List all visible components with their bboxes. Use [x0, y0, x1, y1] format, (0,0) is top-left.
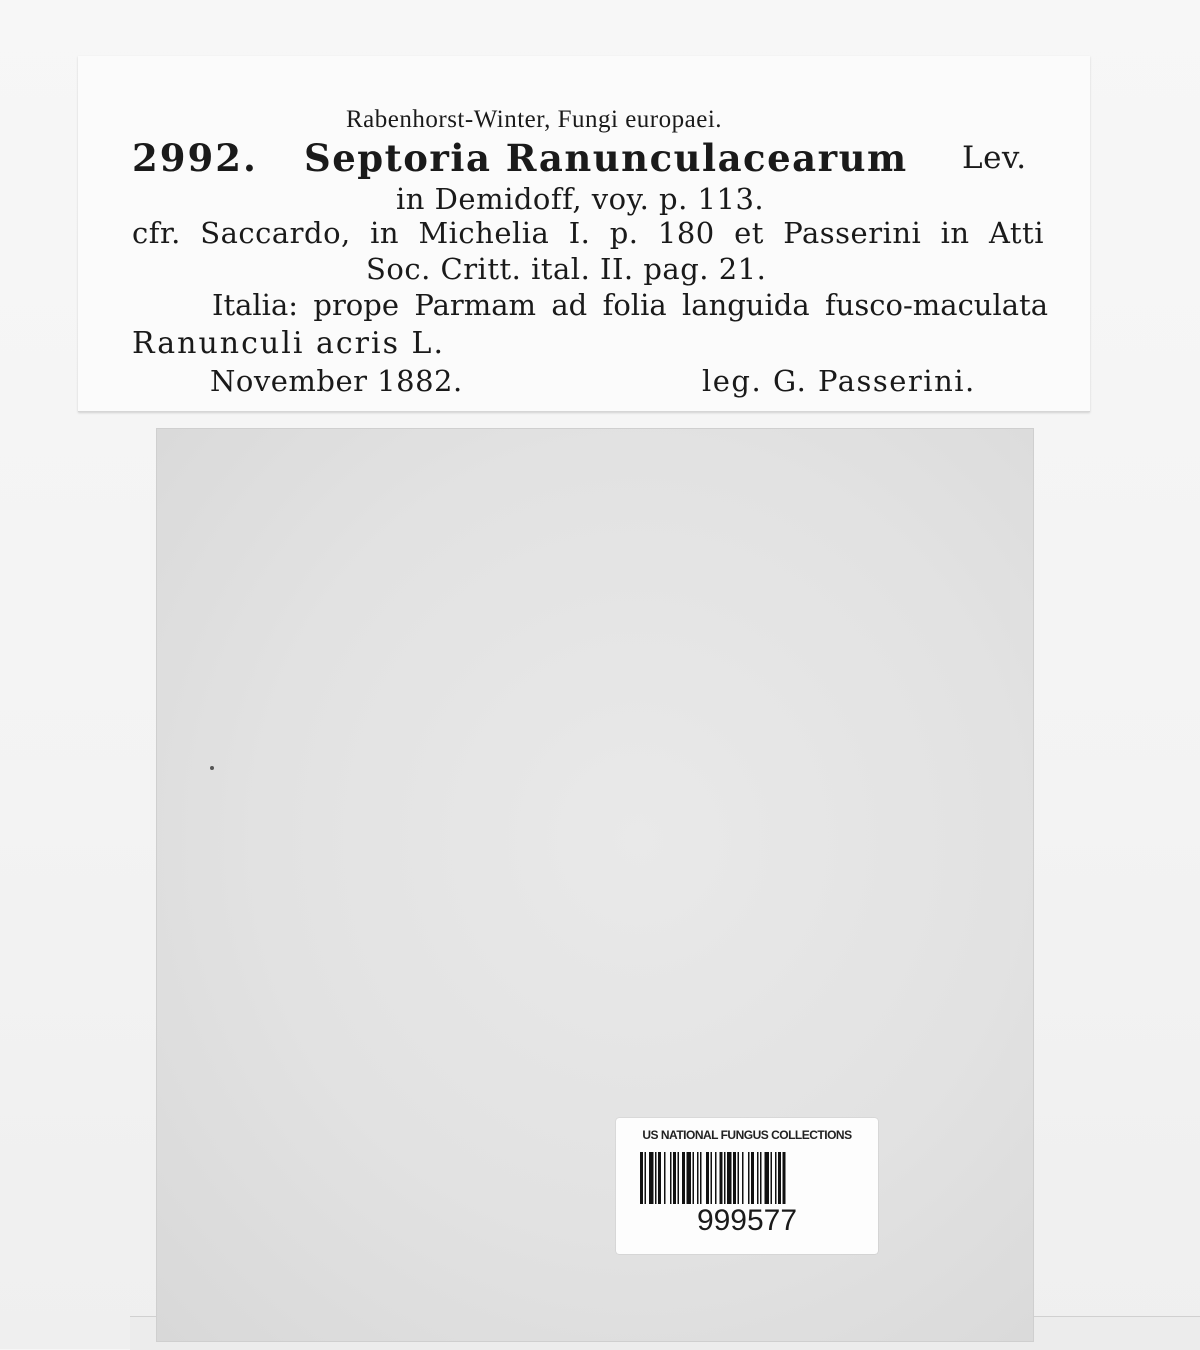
- reference-line-3: Soc. Critt. ital. II. pag. 21.: [366, 252, 767, 286]
- collection-name: US NATIONAL FUNGUS COLLECTIONS: [642, 1128, 852, 1142]
- exsiccata-series: Rabenhorst-Winter, Fungi europaei.: [346, 106, 723, 133]
- barcode-number: 999577: [696, 1204, 798, 1237]
- barcode-icon: [640, 1152, 854, 1204]
- collection-date: November 1882.: [210, 364, 463, 398]
- barcode-label: [616, 1118, 878, 1254]
- paper-speck: [210, 766, 214, 770]
- species-author: Lev.: [962, 140, 1027, 176]
- locality-line-2: Ranunculi acris L.: [132, 326, 445, 361]
- reference-line-1: in Demidoff, voy. p. 113.: [396, 182, 765, 216]
- locality-line-1: Italia: prope Parmam ad folia languida fusco-maculata: [212, 288, 1048, 322]
- exsiccata-number: 2992.: [132, 136, 258, 180]
- collector: leg. G. Passerini.: [702, 364, 976, 398]
- specimen-packet: [156, 428, 1034, 1342]
- specimen-label: [78, 56, 1090, 412]
- reference-line-2: cfr. Saccardo, in Michelia I. p. 180 et Passerini in Atti: [132, 216, 1044, 250]
- species-name: Septoria Ranunculacearum: [304, 136, 908, 180]
